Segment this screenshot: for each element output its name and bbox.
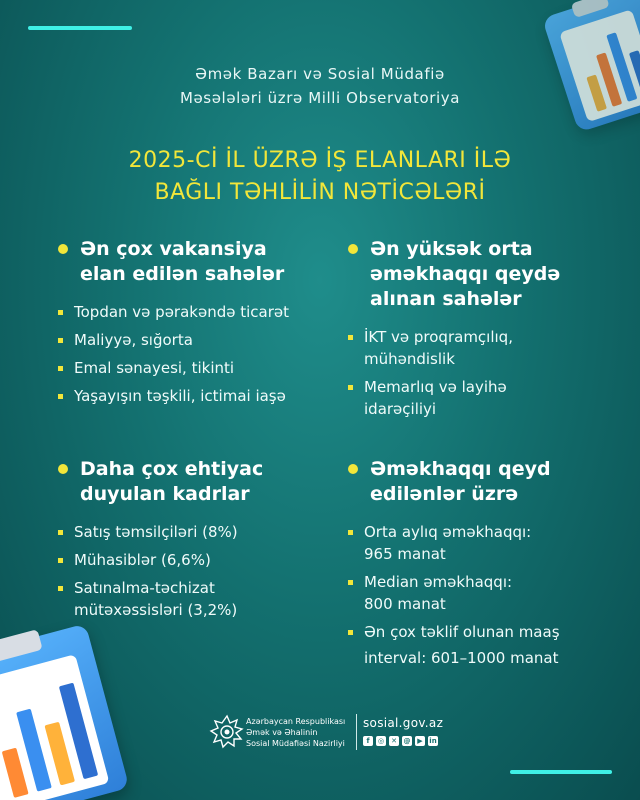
list-item xyxy=(58,521,328,543)
footer-divider xyxy=(356,714,357,750)
list-item-text: Topdan və pərakəndə ticarət xyxy=(74,303,289,321)
page-title xyxy=(0,145,640,209)
section-heading-line: elan edilən sahələr xyxy=(80,263,285,285)
list-item-text: Yaşayışın təşkili, ictimai iaşə xyxy=(74,387,286,405)
list-item xyxy=(58,385,328,407)
list-item-text: Maliyyə, sığorta xyxy=(74,331,193,349)
square-bullet-icon xyxy=(348,530,353,535)
x-icon[interactable]: ✕ xyxy=(389,736,399,746)
ministry-name xyxy=(246,716,345,749)
section-heading xyxy=(348,457,618,507)
threads-icon[interactable]: @ xyxy=(403,737,411,745)
section-most-needed-staff xyxy=(58,457,328,627)
section-heading xyxy=(58,237,328,287)
facebook-icon[interactable]: f xyxy=(363,736,373,746)
bullet-dot-icon xyxy=(58,244,68,254)
square-bullet-icon xyxy=(58,558,63,563)
bullet-dot-icon xyxy=(58,464,68,474)
list-item-text: İKT və proqramçılıq, xyxy=(364,328,513,346)
square-bullet-icon xyxy=(348,630,353,635)
section-heading-line: duyulan kadrlar xyxy=(80,483,250,505)
ministry-name-line: Sosial Müdafiəsi Nazirliyi xyxy=(246,739,345,748)
list-item xyxy=(348,571,618,615)
list-item-text: Emal sənayesi, tikinti xyxy=(74,359,235,377)
organization-name-line: Məsələləri üzrə Milli Observatoriya xyxy=(179,89,461,107)
bullet-dot-icon xyxy=(348,464,358,474)
bottom-accent-line xyxy=(510,770,612,774)
website-link[interactable]: sosial.gov.az xyxy=(363,716,444,730)
section-highest-salary xyxy=(348,237,618,426)
section-heading-line: Ən yüksək orta xyxy=(370,238,533,260)
list-item xyxy=(348,326,618,370)
square-bullet-icon xyxy=(58,586,63,591)
square-bullet-icon xyxy=(58,366,63,371)
section-salary-stats xyxy=(348,457,618,675)
section-heading-line: Daha çox ehtiyac xyxy=(80,458,264,480)
list-item-text: Median əməkhaqqı: xyxy=(364,573,513,591)
list-item-text: idarəçiliyi xyxy=(364,400,437,418)
ministry-name-line: Azərbaycan Respublikası xyxy=(246,717,346,726)
list-item xyxy=(58,577,328,621)
section-heading xyxy=(58,457,328,507)
list-item xyxy=(58,301,328,323)
youtube-icon[interactable]: ▶ xyxy=(415,736,425,746)
list-item xyxy=(58,329,328,351)
list-item-text: Satınalma-təchizat xyxy=(74,579,215,597)
section-heading xyxy=(348,237,618,312)
section-heading-line: edilənlər üzrə xyxy=(370,483,519,505)
organization-name-line: Əmək Bazarı və Sosial Müdafiə xyxy=(195,65,445,83)
top-accent-line xyxy=(28,26,132,30)
section-heading-line: Əməkhaqqı qeyd xyxy=(370,458,551,480)
section-heading-line: əməkhaqqı qeydə xyxy=(370,263,561,285)
footer xyxy=(0,712,640,756)
square-bullet-icon xyxy=(58,394,63,399)
list-item-text: Satış təmsilçiləri (8%) xyxy=(74,523,238,541)
list-item-text: Ən çox təklif olunan maaş xyxy=(364,623,560,641)
section-most-vacancies xyxy=(58,237,328,413)
organization-name xyxy=(0,62,640,110)
ministry-emblem-icon xyxy=(209,714,245,750)
list-item xyxy=(348,521,618,565)
list-item xyxy=(58,357,328,379)
instagram-icon[interactable]: ◎ xyxy=(377,737,385,745)
list-item-text: Mühasiblər (6,6%) xyxy=(74,551,211,569)
list-item-text: mühəndislik xyxy=(364,350,455,368)
list-item-text: interval: 601–1000 manat xyxy=(364,649,559,667)
page-title-line: 2025-Cİ İL ÜZRƏ İŞ ELANLARI İLƏ xyxy=(128,148,512,173)
section-heading-line: alınan sahələr xyxy=(370,288,522,310)
linkedin-icon[interactable]: in xyxy=(429,737,437,745)
bullet-dot-icon xyxy=(348,244,358,254)
square-bullet-icon xyxy=(58,310,63,315)
list-item xyxy=(348,376,618,420)
social-icons xyxy=(363,736,438,746)
square-bullet-icon xyxy=(58,530,63,535)
list-item xyxy=(348,621,618,669)
ministry-name-line: Əmək və Əhalinin xyxy=(246,728,318,737)
section-heading-line: Ən çox vakansiya xyxy=(80,238,267,260)
square-bullet-icon xyxy=(348,580,353,585)
list-item-text: 800 manat xyxy=(364,595,446,613)
list-item-text: Orta aylıq əməkhaqqı: xyxy=(364,523,532,541)
list-item-text: 965 manat xyxy=(364,545,446,563)
page-title-line: BAĞLI TƏHLİLİN NƏTİCƏLƏRİ xyxy=(154,180,486,205)
square-bullet-icon xyxy=(348,335,353,340)
square-bullet-icon xyxy=(348,385,353,390)
list-item-text: Memarlıq və layihə xyxy=(364,378,507,396)
list-item xyxy=(58,549,328,571)
square-bullet-icon xyxy=(58,338,63,343)
list-item-text: mütəxəssisləri (3,2%) xyxy=(74,601,238,619)
